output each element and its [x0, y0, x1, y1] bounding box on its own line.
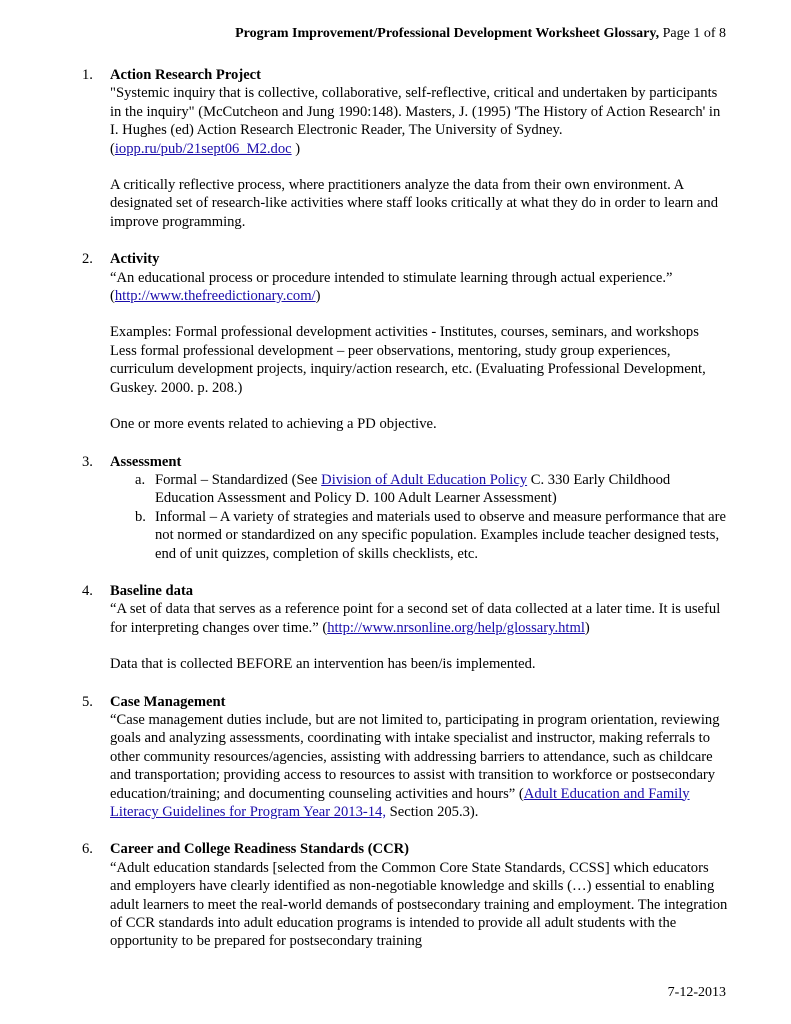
- sub-item-letter: a.: [135, 471, 146, 488]
- entry-examples: Examples: Formal professional development activities - Institutes, courses, seminars, and workshops: [110, 324, 699, 341]
- definition-text: "Systemic inquiry that is collective, collaborative, self-reflective, critical and undertaken by participants in the inquiry" (McCutcheon and Jung 1990:148). Masters, J. (1995) 'The History of Action Research' in I. Hughes (ed) Action Research Electronic Reader, The University of Sydney. (: [110, 85, 721, 157]
- sub-item-text: Informal – A variety of strategies and materials used to observe and measure performance that are not normed or standardized on any specific population. Examples include teacher designed tests, end of unit quizzes, completion of skills checklists, etc.: [155, 508, 726, 562]
- entry-number: 5.: [82, 693, 93, 710]
- guidelines-link[interactable]: Adult Education and Family Literacy Guidelines for Program Year 2013-14,: [110, 785, 690, 820]
- entry-definition: [110, 84, 728, 158]
- header-page-info: Page 1 of 8: [659, 26, 726, 41]
- page-header: [235, 25, 726, 43]
- entry-title: Case Management: [110, 693, 226, 710]
- entry-number: 1.: [82, 67, 93, 83]
- entry-description: One or more events related to achieving a PD objective.: [110, 416, 437, 433]
- glossary-entry-action-research: [82, 66, 728, 231]
- entry-definition: [110, 269, 728, 306]
- definition-text: “Case management duties include, but are not limited to, participating in program orientation, reviewing goals and analyzing assessments, coordinating with intake specialist and instructor, making referrals to other community resources/agencies, assisting with addressing barriers to attendance, such as childcare and transportation; providing access to resources to assist with transition to workforce or postsecondary education/training; and documenting counseling activities and hours” (: [110, 711, 720, 802]
- entry-title: Activity: [110, 251, 160, 268]
- sub-item-letter: b.: [135, 508, 146, 525]
- entry-number: 6.: [82, 841, 93, 858]
- sub-item-formal: [135, 471, 728, 508]
- definition-text-end: ): [291, 140, 301, 157]
- entry-definition: [110, 600, 728, 637]
- entry-number: 3.: [82, 453, 93, 470]
- page-footer-date: 7-12-2013: [667, 985, 726, 1000]
- glossary-content: [82, 66, 728, 951]
- source-link[interactable]: iopp.ru/pub/21sept06_M2.doc: [114, 140, 292, 157]
- glossary-entry-case-management: [82, 693, 728, 822]
- entry-title: Action Research Project: [110, 67, 262, 83]
- entry-description: Data that is collected BEFORE an intervention has been/is implemented.: [110, 656, 536, 673]
- entry-title: Baseline data: [110, 582, 194, 599]
- definition-text-end: ): [315, 288, 321, 305]
- header-title: Program Improvement/Professional Development Worksheet Glossary,: [235, 26, 660, 41]
- glossary-entry-assessment: [82, 453, 728, 563]
- sub-item-text: [155, 471, 728, 508]
- glossary-entry-ccr: [82, 840, 728, 950]
- entry-number: 2.: [82, 251, 93, 268]
- definition-text-end: Section 205.3).: [386, 804, 479, 820]
- policy-link[interactable]: Division of Adult Education Policy: [321, 471, 528, 488]
- definition-text: “A set of data that serves as a reference point for a second set of data collected at a later time. It is useful for interpreting changes over time.” (: [110, 601, 721, 636]
- sub-item-informal: [135, 508, 728, 563]
- entry-title: Career and College Readiness Standards (CCR): [110, 841, 410, 858]
- source-link[interactable]: http://www.thefreedictionary.com/: [114, 288, 316, 305]
- sub-item-text-post: C. 330 Early Childhood Education Assessment and Policy D. 100 Adult Learner Assessment): [155, 471, 671, 507]
- source-link[interactable]: http://www.nrsonline.org/help/glossary.html: [327, 619, 585, 636]
- entry-number: 4.: [82, 582, 93, 599]
- definition-text: “An educational process or procedure intended to stimulate learning through actual experience.” (: [110, 269, 673, 305]
- sub-item-text-pre: Formal – Standardized (See: [155, 471, 322, 488]
- entry-title: Assessment: [110, 453, 182, 470]
- entry-definition: “Adult education standards [selected from the Common Core State Standards, CCSS] which educators and employers have clearly identified as non-negotiable knowledge and skills (…) essential to enabling adult learners to meet the real-world demands of postsecondary training and employment. The integration of CCR standards into adult education programs is intended to provide all adult students with the opportunity to be prepared for postsecondary training: [110, 859, 728, 950]
- definition-text-end: ): [584, 619, 590, 636]
- entry-definition: [110, 711, 728, 821]
- glossary-entry-activity: [82, 250, 728, 433]
- entry-description: A critically reflective process, where practitioners analyze the data from their own environment. A designated set of research-like activities where staff looks critically at what they do in order to learn and improve programming.: [110, 177, 718, 230]
- entry-examples-informal: Less formal professional development – peer observations, mentoring, study group experiences, curriculum development projects, inquiry/action research, etc. (Evaluating Professional Development, Guskey. 2000. p. 208.): [110, 342, 706, 396]
- glossary-entry-baseline-data: [82, 582, 728, 674]
